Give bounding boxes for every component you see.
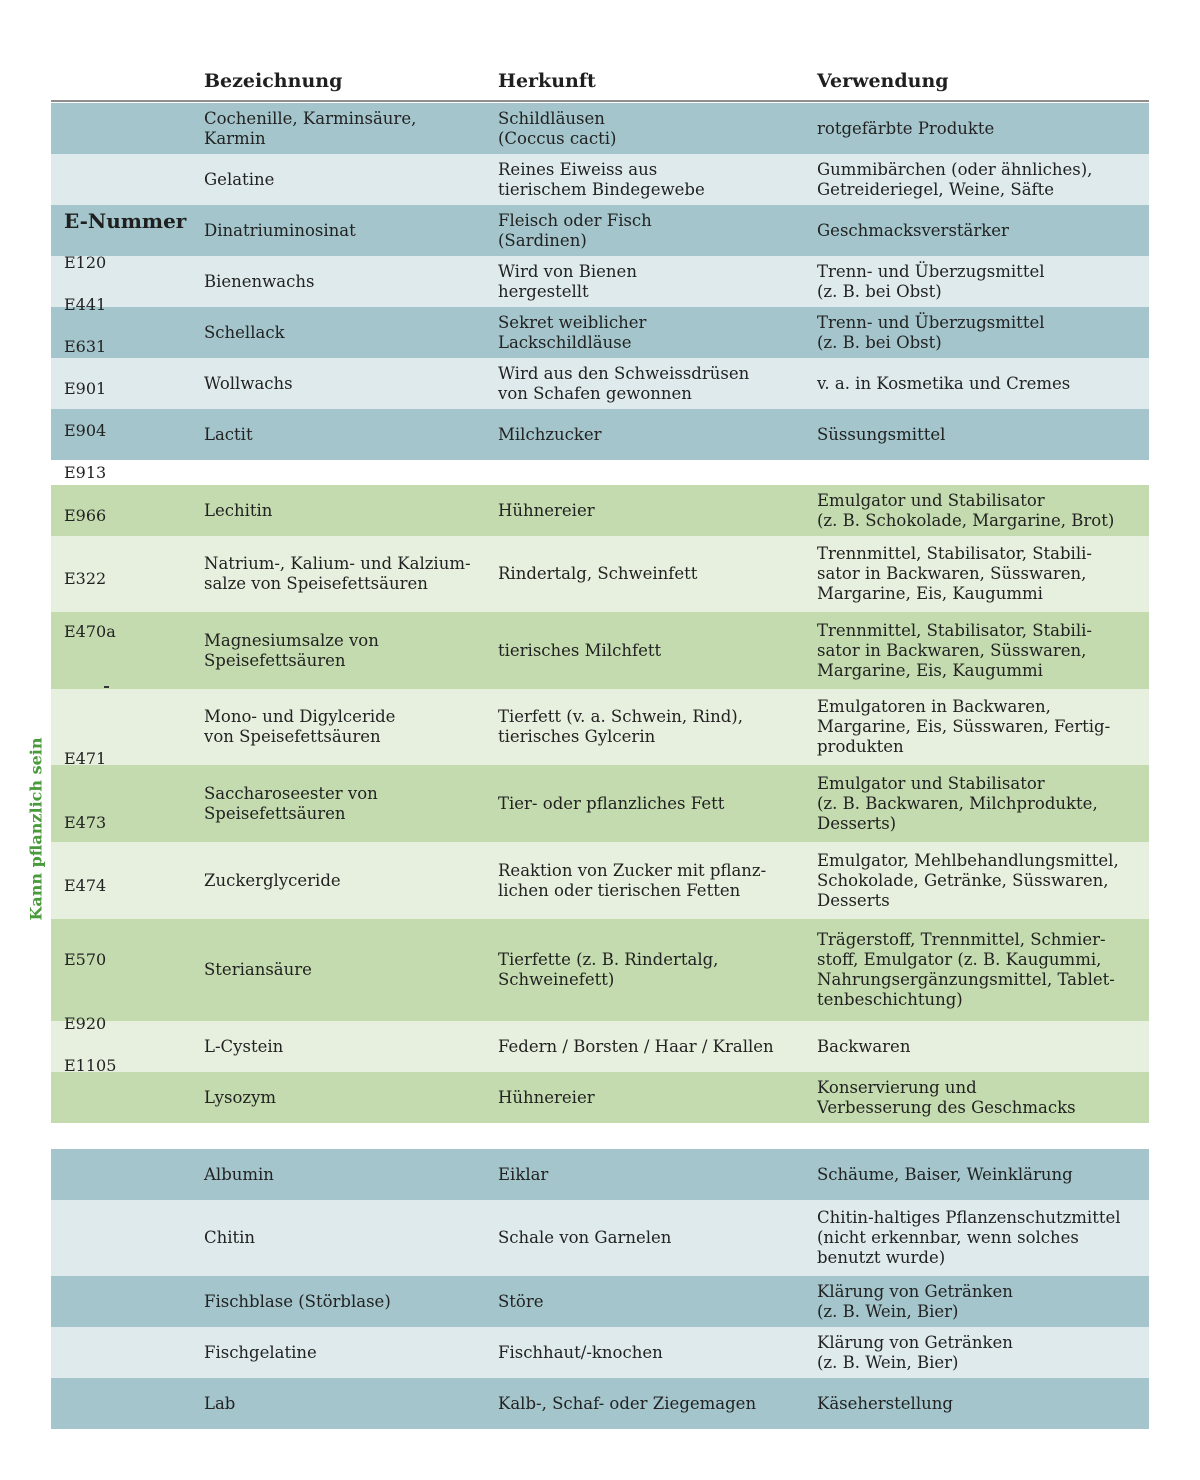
table-row (51, 409, 1149, 460)
table-row (51, 256, 1149, 307)
table-row (51, 842, 1149, 919)
cell-herkunft: Wird aus den Schweissdrüsen von Schafen gewonnen (498, 363, 750, 403)
cell-bezeichnung: Schellack (204, 322, 285, 342)
table-row (51, 536, 1149, 612)
table-row (51, 1378, 1149, 1429)
table-row (51, 485, 1149, 536)
cell-verwendung: Schäume, Baiser, Weinklärung (817, 1164, 1073, 1184)
table-row (51, 612, 1149, 689)
table-row (51, 1072, 1149, 1123)
cell-bezeichnung: Fischblase (Störblase) (204, 1291, 391, 1311)
table-row (51, 154, 1149, 205)
cell-herkunft: Federn / Borsten / Haar / Krallen (498, 1036, 774, 1056)
table-row (51, 103, 1149, 154)
cell-verwendung: rotgefärbte Produkte (817, 118, 995, 138)
cell-verwendung: Käseherstellung (817, 1393, 953, 1413)
table-row (51, 358, 1149, 409)
cell-verwendung: Trenn- und Überzugsmittel (z. B. bei Obst) (817, 312, 1045, 352)
header-divider (51, 100, 1149, 102)
cell-bezeichnung: Lysozym (204, 1087, 277, 1107)
table-row (51, 205, 1149, 256)
cell-verwendung: Konservierung und Verbesserung des Geschmacks (817, 1077, 1076, 1117)
column-tick-mark (104, 686, 109, 688)
cell-herkunft: Eiklar (498, 1164, 549, 1184)
e-number-label: E966 (64, 506, 107, 525)
e-number-label: E901 (64, 379, 107, 398)
e-number-label: E471 (64, 749, 107, 768)
cell-bezeichnung: Albumin (204, 1164, 274, 1184)
cell-herkunft: Milchzucker (498, 424, 602, 444)
header-verwendung: Verwendung (817, 70, 949, 92)
cell-herkunft: Wird von Bienen hergestellt (498, 261, 637, 301)
cell-bezeichnung: Lechitin (204, 500, 273, 520)
e-number-label: E904 (64, 421, 107, 440)
e-number-label: E474 (64, 876, 107, 895)
cell-verwendung: Emulgator und Stabilisator (z. B. Backwaren, Milchprodukte, Desserts) (817, 773, 1098, 833)
table-row (51, 307, 1149, 358)
table-row (51, 765, 1149, 842)
cell-herkunft: Sekret weiblicher Lackschildläuse (498, 312, 647, 352)
cell-bezeichnung: Saccharoseester von Speisefettsäuren (204, 783, 378, 823)
table-row (51, 1327, 1149, 1378)
cell-bezeichnung: Lactit (204, 424, 253, 444)
e-number-label: E920 (64, 1014, 107, 1033)
cell-herkunft: Tierfett (v. a. Schwein, Rind), tierisches Gylcerin (498, 707, 743, 746)
e-number-label: E570 (64, 950, 107, 969)
cell-verwendung: Gummibärchen (oder ähnliches), Getreideriegel, Weine, Säfte (817, 159, 1093, 199)
cell-verwendung: Trennmittel, Stabilisator, Stabili- sator in Backwaren, Süsswaren, Margarine, Eis, Kaugummi (817, 544, 1092, 603)
cell-bezeichnung: Zuckerglyceride (204, 870, 341, 890)
cell-herkunft: tierisches Milchfett (498, 640, 662, 660)
cell-bezeichnung: Wollwachs (204, 373, 293, 393)
cell-herkunft: Fleisch oder Fisch (Sardinen) (498, 210, 652, 250)
e-number-label: E631 (64, 337, 107, 356)
cell-verwendung: Geschmacksverstärker (817, 220, 1009, 240)
cell-herkunft: Fischhaut/-knochen (498, 1342, 663, 1362)
cell-verwendung: Chitin-haltiges Pflanzenschutzmittel (nicht erkennbar, wenn solches benutzt wurde) (817, 1208, 1121, 1267)
cell-bezeichnung: Lab (204, 1393, 236, 1413)
cell-bezeichnung: Steriansäure (204, 960, 312, 979)
cell-herkunft: Reaktion von Zucker mit pflanz- lichen oder tierischen Fetten (498, 860, 767, 900)
e-number-label: E322 (64, 569, 107, 588)
cell-bezeichnung: Chitin (204, 1228, 256, 1247)
cell-bezeichnung: Gelatine (204, 169, 275, 189)
cell-verwendung: Emulgator, Mehlbehandlungsmittel, Schokolade, Getränke, Süsswaren, Desserts (817, 850, 1119, 910)
table-row (51, 1021, 1149, 1072)
cell-herkunft: Hühnereier (498, 1087, 595, 1107)
table-row (51, 1149, 1149, 1200)
cell-verwendung: Klärung von Getränken (z. B. Wein, Bier) (817, 1281, 1013, 1321)
cell-herkunft: Schale von Garnelen (498, 1228, 672, 1247)
cell-verwendung: Emulgator und Stabilisator (z. B. Schokolade, Margarine, Brot) (817, 490, 1115, 530)
table-row (51, 919, 1149, 1021)
cell-verwendung: Emulgatoren in Backwaren, Margarine, Eis, Süsswaren, Fertig- produkten (817, 697, 1111, 756)
cell-verwendung: Trägerstoff, Trennmittel, Schmier- stoff, Emulgator (z. B. Kaugummi, Nahrungsergänzungsmittel, Tablet- tenbeschichtung) (817, 930, 1115, 1009)
cell-bezeichnung: Mono- und Digylceride von Speisefettsäuren (204, 707, 396, 746)
cell-bezeichnung: Fischgelatine (204, 1342, 317, 1362)
table-row (51, 689, 1149, 765)
cell-herkunft: Kalb-, Schaf- oder Ziegemagen (498, 1393, 757, 1413)
cell-verwendung: Trenn- und Überzugsmittel (z. B. bei Obst) (817, 261, 1045, 301)
cell-bezeichnung: Dinatriuminosinat (204, 220, 356, 240)
e-number-label: E473 (64, 813, 107, 832)
cell-herkunft: Störe (498, 1291, 544, 1311)
cell-herkunft: Tier- oder pflanzliches Fett (498, 793, 725, 813)
plant-origin-label: Kann pflanzlich sein (26, 737, 46, 921)
cell-verwendung: v. a. in Kosmetika und Cremes (817, 373, 1071, 393)
table-row (51, 1200, 1149, 1276)
cell-herkunft: Hühnereier (498, 500, 595, 520)
e-number-label: E470a (64, 622, 116, 641)
header-herkunft: Herkunft (498, 70, 596, 92)
header-bezeichnung: Bezeichnung (204, 70, 343, 92)
e-number-label: E913 (64, 463, 107, 482)
e-number-label: E120 (64, 253, 107, 272)
cell-bezeichnung: L-Cystein (204, 1036, 284, 1056)
cell-bezeichnung: Bienenwachs (204, 271, 315, 291)
cell-verwendung: Klärung von Getränken (z. B. Wein, Bier) (817, 1332, 1013, 1372)
cell-herkunft: Schildläusen (Coccus cacti) (498, 108, 617, 148)
e-number-label: E441 (64, 295, 107, 314)
cell-bezeichnung: Magnesiumsalze von Speisefettsäuren (204, 630, 379, 670)
e-nummer-title: E-Nummer (64, 209, 187, 233)
cell-verwendung: Trennmittel, Stabilisator, Stabili- sator in Backwaren, Süsswaren, Margarine, Eis, Kaugummi (817, 620, 1092, 680)
cell-herkunft: Tierfette (z. B. Rindertalg, Schweinefett) (498, 950, 719, 989)
cell-herkunft: Rindertalg, Schweinfett (498, 564, 698, 583)
cell-bezeichnung: Natrium-, Kalium- und Kalzium- salze von Speisefettsäuren (204, 554, 471, 593)
cell-verwendung: Süssungsmittel (817, 424, 946, 444)
cell-herkunft: Reines Eiweiss aus tierischem Bindegewebe (498, 159, 705, 199)
table-row (51, 1276, 1149, 1327)
cell-bezeichnung: Cochenille, Karminsäure, Karmin (204, 108, 417, 148)
e-number-label: E1105 (64, 1056, 117, 1075)
cell-verwendung: Backwaren (817, 1036, 911, 1056)
